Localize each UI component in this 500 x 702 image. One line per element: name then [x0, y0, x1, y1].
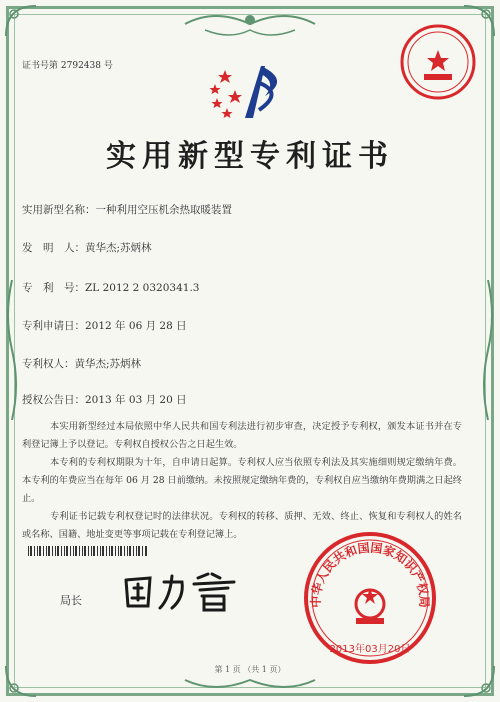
field-label: 专 利 号： [22, 282, 85, 294]
field-patentee [22, 356, 141, 371]
field-inventor [22, 240, 152, 255]
field-label: 实用新型名称： [22, 204, 96, 216]
seal-date: 2013年03月20日 [329, 644, 411, 655]
barcode-icon [28, 546, 148, 556]
agency-seal-icon [398, 22, 478, 102]
body-paragraph: 专利证书记载专利权登记时的法律状况。专利权的转移、质押、无效、终止、恢复和专利权人的姓名或名称、国籍、地址变更等事项记载在专利登记簿上。 [22, 511, 462, 540]
field-value: 一种利用空压机余热取暖装置 [95, 204, 232, 216]
sipo-logo-icon [205, 62, 295, 122]
field-label: 发 明 人： [22, 242, 85, 254]
field-value: 黄华杰;苏炳林 [74, 358, 142, 370]
page-footer: 第 1 页 （共 1 页） [214, 665, 286, 674]
field-label: 专利权人： [22, 358, 75, 370]
field-patent-number [22, 280, 199, 295]
corner-ornament-icon [4, 4, 38, 38]
official-seal-icon [300, 528, 440, 668]
seal-text: 中华人民共和国国家知识产权局 [308, 540, 432, 608]
field-value: ZL 2012 2 0320341.3 [85, 282, 200, 294]
director-label: 局长 [60, 594, 82, 607]
body-paragraph: 本专利的专利权期限为十年，自申请日起算。专利权人应当依照专利法及其实施细则规定缴纳年费。本专利的年费应当在每年 06 月 28 日前缴纳。未按照规定缴纳年费的，专利权自应当缴纳年费期满之日起终止。 [22, 457, 462, 504]
field-value: 2013 年 03 月 20 日 [85, 394, 187, 406]
cert-no-suffix: 号 [103, 61, 113, 71]
field-value: 黄华杰;苏炳林 [85, 242, 152, 254]
side-ornament-icon [4, 280, 20, 420]
certificate-body [22, 418, 462, 544]
side-ornament-icon [480, 280, 496, 420]
cert-no-label: 证书号第 [22, 61, 59, 71]
field-grant-date [22, 392, 187, 407]
signature-icon [120, 568, 250, 614]
field-label: 授权公告日： [22, 394, 85, 406]
field-label: 专利申请日： [22, 320, 85, 332]
field-utility-model-name [22, 202, 232, 217]
top-ornament-icon [175, 6, 325, 42]
certificate-title: 实用新型专利证书 [106, 139, 394, 174]
field-value: 2012 年 06 月 28 日 [85, 320, 187, 332]
cert-no-value: 2792438 [60, 61, 101, 71]
certificate-number [22, 58, 113, 71]
body-paragraph: 本实用新型经过本局依照中华人民共和国专利法进行初步审查，决定授予专利权，颁发本证书并在专利登记簿上予以登记。专利权自授权公告之日起生效。 [22, 421, 462, 450]
field-application-date [22, 318, 187, 333]
